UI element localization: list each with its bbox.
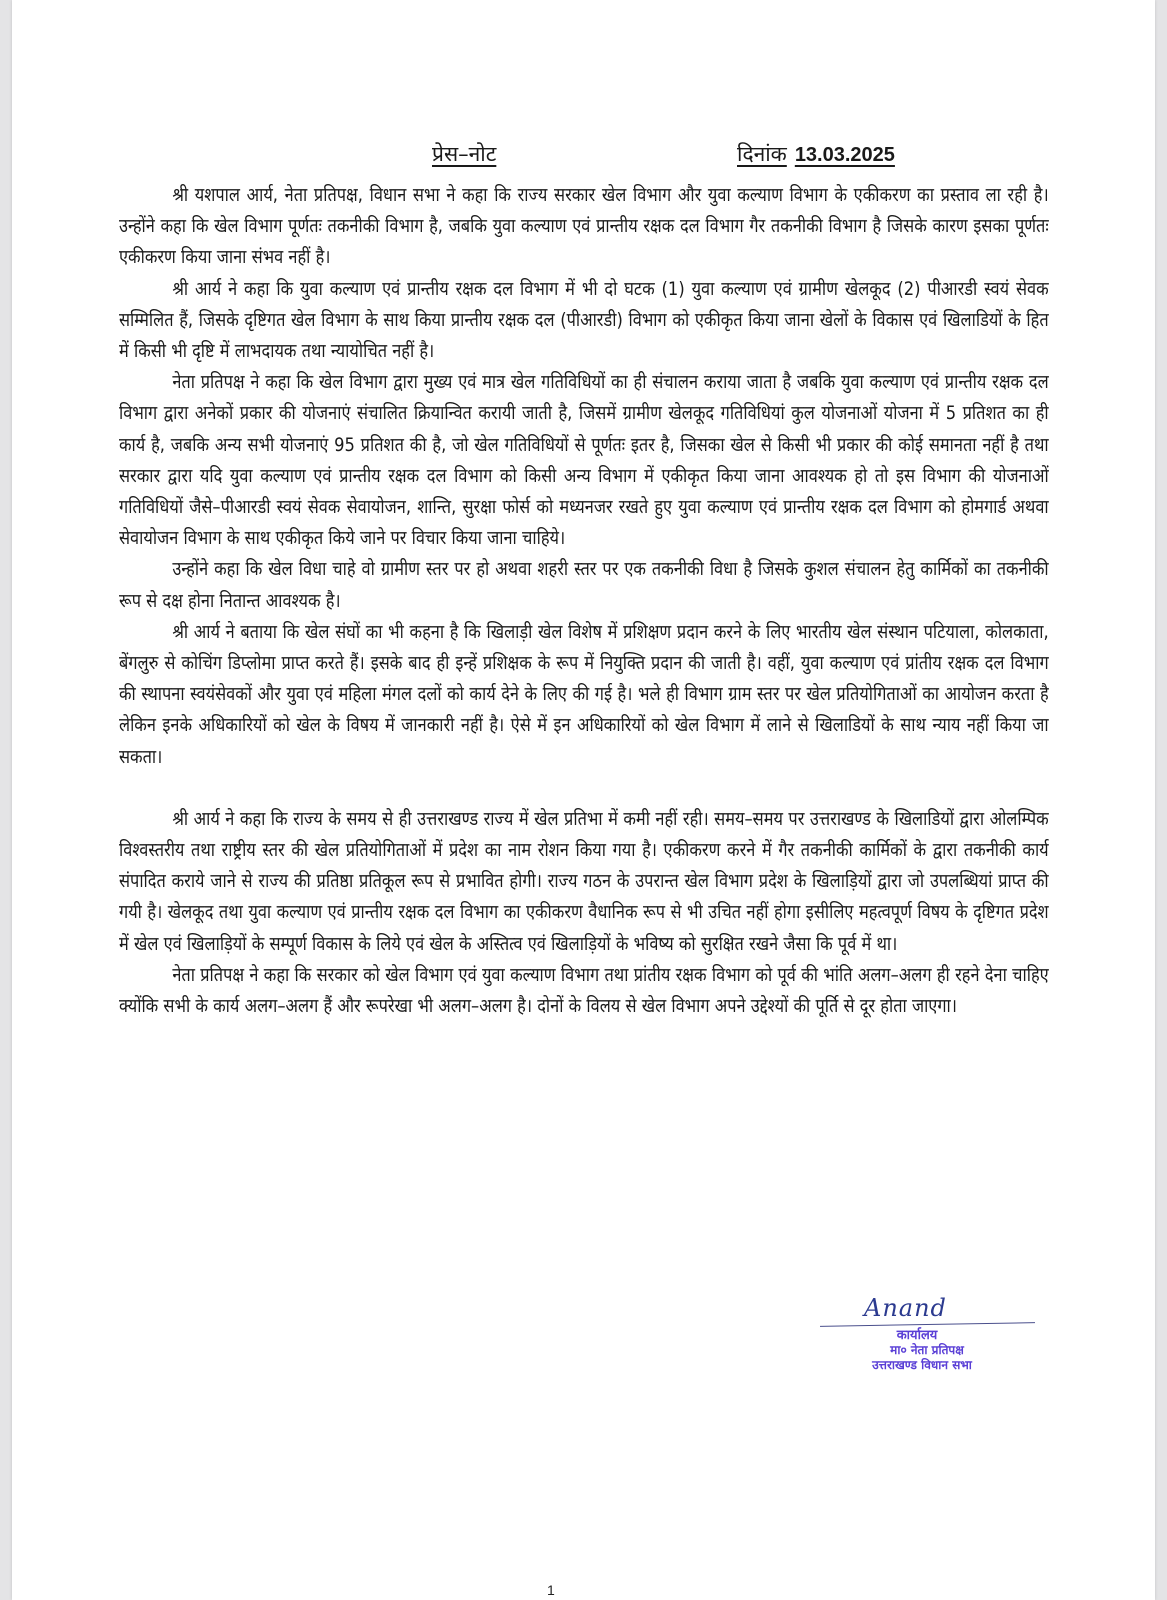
paragraph: श्री यशपाल आर्य, नेता प्रतिपक्ष, विधान सभा ने कहा कि राज्य सरकार खेल विभाग और युवा कल्याण विभाग के एकीकरण का प्रस्ताव ला रही है। उन्होंने कहा कि खेल विभाग पूर्णतः तकनीकी विभाग है, जबकि युवा कल्याण एवं प्रान्तीय रक्षक दल विभाग गैर तकनीकी विभाग है जिसके कारण इसका पूर्णतः एकीकरण किया जाना संभव नहीं है। <box>119 184 1049 269</box>
stamp-line-office: कार्यालय <box>896 1328 938 1343</box>
paragraph: नेता प्रतिपक्ष ने कहा कि सरकार को खेल विभाग एवं युवा कल्याण विभाग तथा प्रांतीय रक्षक विभाग को पूर्व की भांति अलग–अलग ही रहने देना चाहिए क्योंकि सभी के कार्य अलग–अलग हैं और रूपरेखा भी अलग–अलग है। दोनों के विलय से खेल विभाग अपने उद्देश्यों की पूर्ति से दूर होता जाएगा। <box>119 963 1049 1018</box>
signature-line <box>820 1322 1035 1327</box>
signature-block <box>802 1290 1052 1380</box>
handwritten-signature: Anand <box>864 1294 947 1322</box>
document-heading <box>119 140 1049 172</box>
paragraph: श्री आर्य ने कहा कि राज्य के समय से ही उत्तराखण्ड राज्य में खेल प्रतिभा में कमी नहीं रही। समय–समय पर उत्तराखण्ड के खिलाडियों द्वारा ओलम्पिक विश्वस्तरीय तथा राष्ट्रीय स्तर की खेल प्रतियोगिताओं में प्रदेश का नाम रोशन किया गया है। एकीकरण करने में गैर तकनीकी कार्मिकों के द्वारा तकनीकी कार्य संपादित कराये जाने से राज्य की प्रतिष्ठा प्रतिकूल रूप से प्रभावित होगी। राज्य गठन के उपरान्त खेल विभाग प्रदेश के खिलाड़ियों द्वारा जो उपलब्धियां प्राप्त की गयी है। खेलकूद तथा युवा कल्याण एवं प्रान्तीय रक्षक दल विभाग का एकीकरण वैधानिक रूप से भी उचित नहीं होगा इसीलिए महत्वपूर्ण विषय के दृष्टिगत प्रदेश में खेल एवं खिलाड़ियों के सम्पूर्ण विकास के लिये एवं खेल के अस्तित्व एवं खिलाड़ियों के भविष्य को सुरक्षित रखने जैसा कि पूर्व में था। <box>119 807 1049 955</box>
press-note-title: प्रेस–नोट <box>432 142 497 166</box>
stamp-line-designation: मा० नेता प्रतिपक्ष <box>890 1343 964 1357</box>
date-label: दिनांक <box>737 142 787 166</box>
stamp-line-assembly: उत्तराखण्ड विधान सभा <box>872 1358 972 1372</box>
document-body <box>119 180 1049 1022</box>
date-value: 13.03.2025 <box>794 144 895 166</box>
paragraph: नेता प्रतिपक्ष ने कहा कि खेल विभाग द्वारा मुख्य एवं मात्र खेल गतिविधियों का ही संचालन कराया जाता है जबकि युवा कल्याण एवं प्रान्तीय रक्षक दल विभाग द्वारा अनेकों प्रकार की योजनाएं संचालित क्रियान्वित करायी जाती है, जिसमें ग्रामीण खेलकूद गतिविधियां कुल योजनाओं योजना में 5 प्रतिशत का ही कार्य है, जबकि अन्य सभी योजनाएं 95 प्रतिशत की है, जो खेल गतिविधियों से पूर्णतः इतर है, जिसका खेल से किसी भी प्रकार की कोई समानता नहीं है तथा सरकार द्वारा यदि युवा कल्याण एवं प्रान्तीय रक्षक दल विभाग को किसी अन्य विभाग में एकीकृत किया जाना आवश्यक हो तो इस विभाग की योजनाओं गतिविधियों जैसे–पीआरडी स्वयं सेवक सेवायोजन, शान्ति, सुरक्षा फोर्स को मध्यनजर रखते हुए युवा कल्याण एवं प्रान्तीय रक्षक दल विभाग को होमगार्ड अथवा सेवायोजन विभाग के साथ एकीकृत किये जाने पर विचार किया जाना चाहिये। <box>119 371 1049 550</box>
paragraph: श्री आर्य ने बताया कि खेल संघों का भी कहना है कि खिलाड़ी खेल विशेष में प्रशिक्षण प्रदान करने के लिए भारतीय खेल संस्थान पटियाला, कोलकाता, बेंगलुरु से कोचिंग डिप्लोमा प्राप्त करते हैं। इसके बाद ही इन्हें प्रशिक्षक के रूप में नियुक्ति प्रदान की जाती है। वहीं, युवा कल्याण एवं प्रांतीय रक्षक दल विभाग की स्थापना स्वयंसेवकों और युवा एवं महिला मंगल दलों को कार्य देने के लिए की गई है। भले ही विभाग ग्राम स्तर पर खेल प्रतियोगिताओं का आयोजन करता है लेकिन इनके अधिकारियों को खेल के विषय में जानकारी नहीं है। ऐसे में इन अधिकारियों को खेल विभाग में लाने से खिलाडियों के साथ न्याय नहीं किया जा सकता। <box>119 620 1049 768</box>
paragraph: श्री आर्य ने कहा कि युवा कल्याण एवं प्रान्तीय रक्षक दल विभाग में भी दो घटक (1) युवा कल्याण एवं ग्रामीण खेलकूद (2) पीआरडी स्वयं सेवक सम्मिलित हैं, जिसके दृष्टिगत खेल विभाग के साथ किया प्रान्तीय रक्षक दल (पीआरडी) विभाग को एकीकृत किया जाना खेलों के विकास एवं खिलाडियों के हित में किसी भी दृष्टि में लाभदायक तथा न्यायोचित नहीं है। <box>119 277 1049 363</box>
document-page <box>12 0 1155 1600</box>
paragraph: उन्होंने कहा कि खेल विधा चाहे वो ग्रामीण स्तर पर हो अथवा शहरी स्तर पर एक तकनीकी विधा है जिसके कुशल संचालन हेतु कार्मिकों का तकनीकी रूप से दक्ष होना नितान्त आवश्यक है। <box>119 558 1049 612</box>
page-number: 1 <box>547 1582 555 1598</box>
date-line <box>737 140 895 168</box>
office-stamp <box>802 1328 1052 1373</box>
